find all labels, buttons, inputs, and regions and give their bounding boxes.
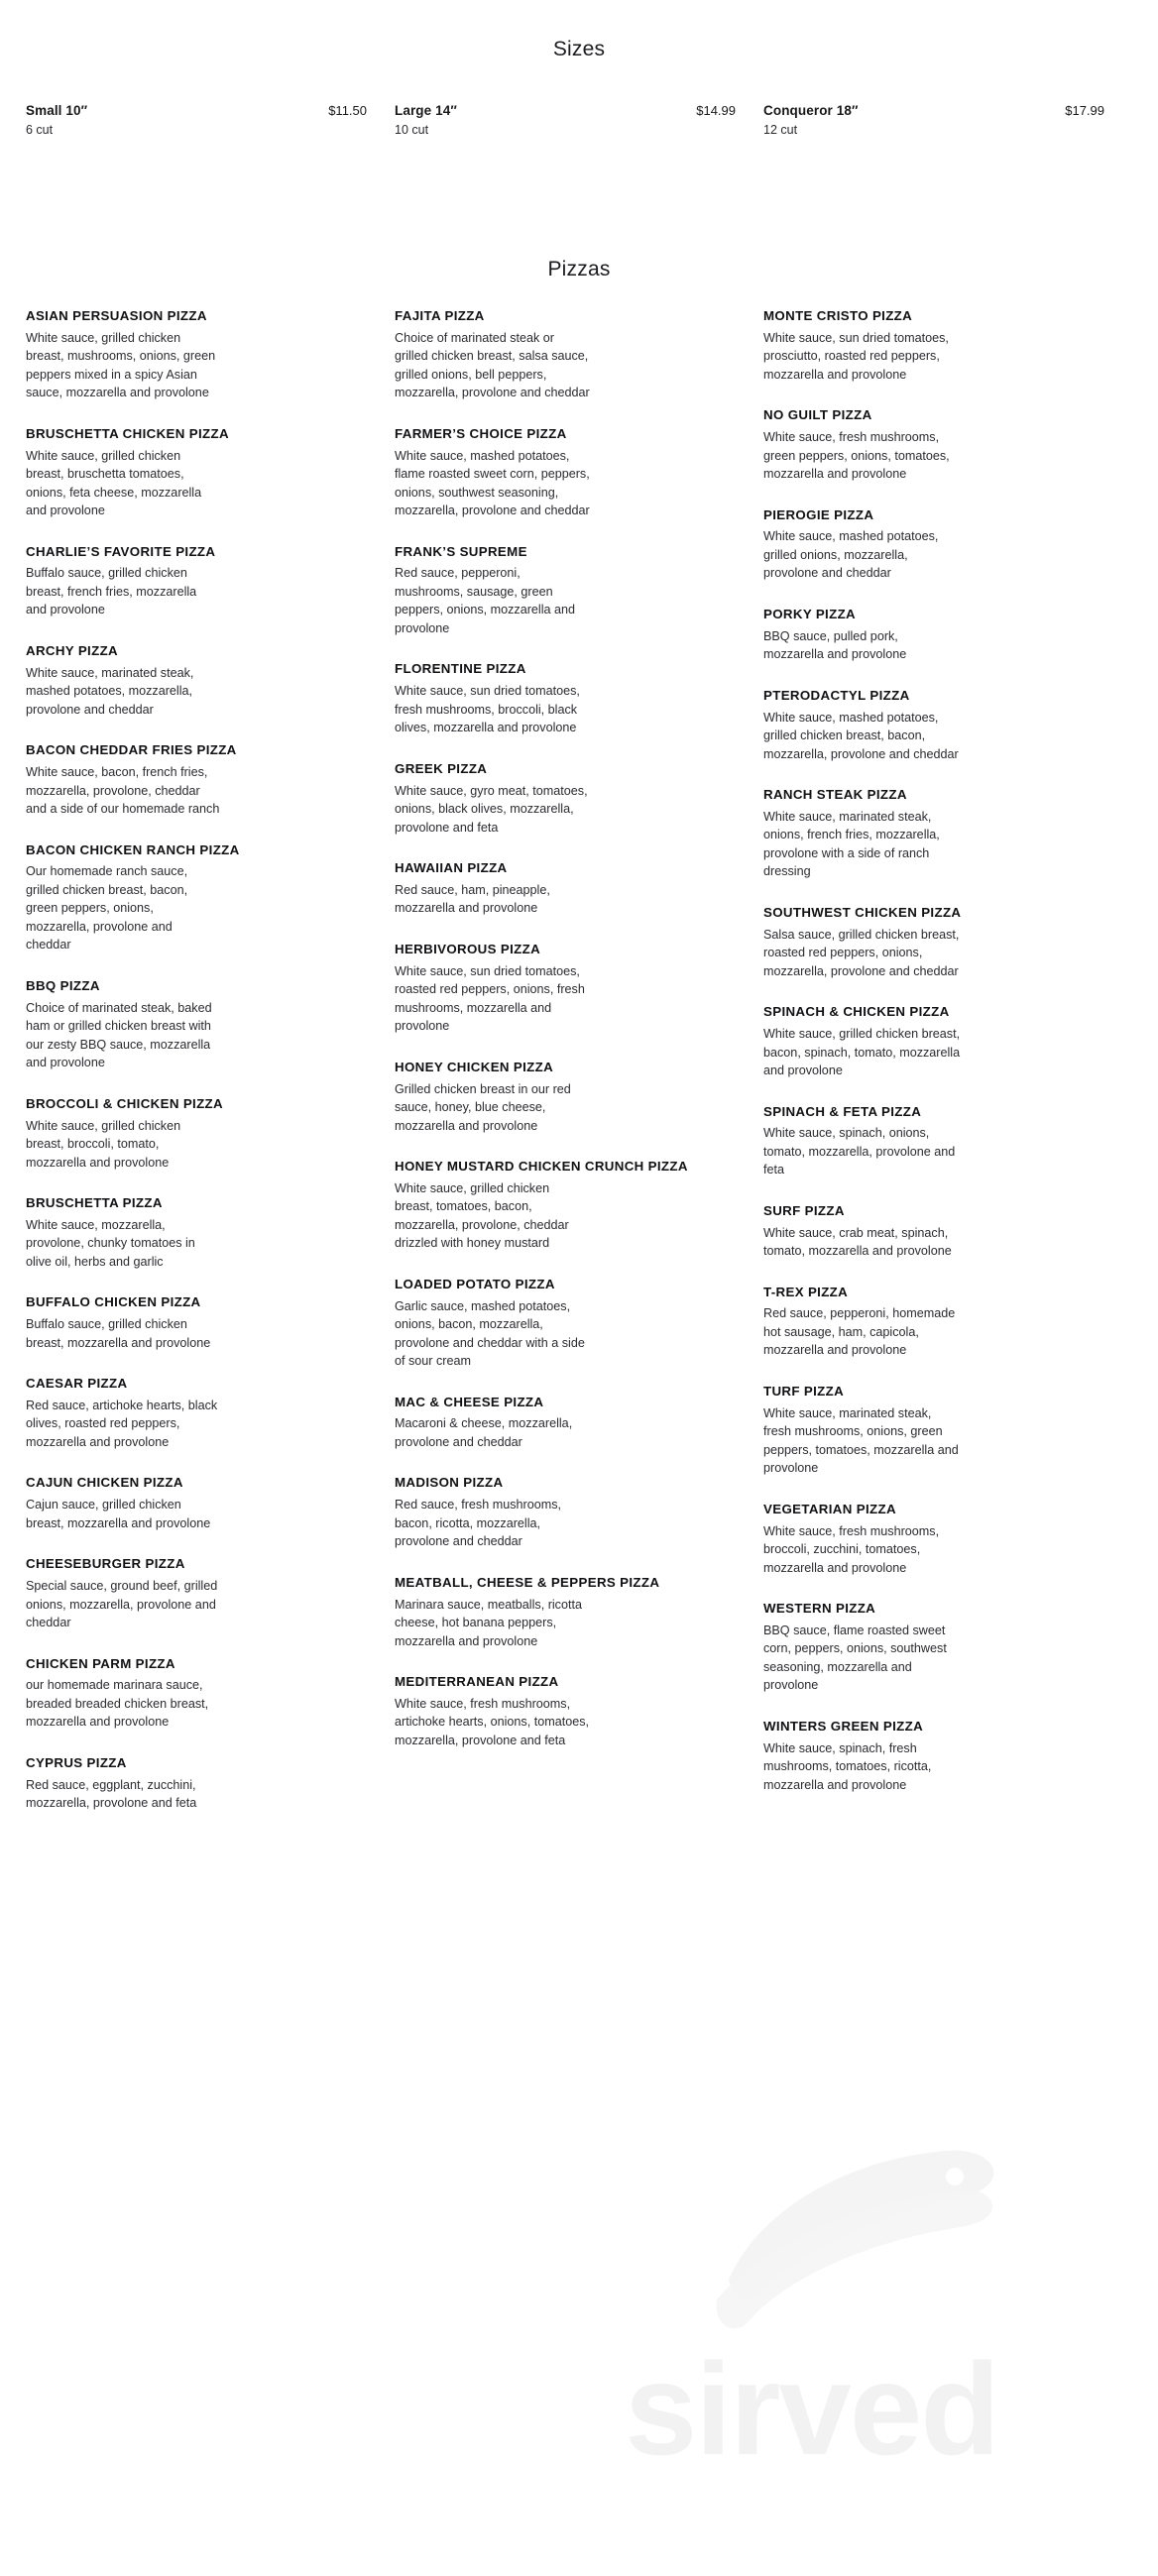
pizza-name: HONEY CHICKEN PIZZA [395, 1059, 554, 1074]
pizza-name: SPINACH & CHICKEN PIZZA [763, 1004, 950, 1020]
pizza-item [26, 1194, 365, 1271]
pizza-name: BACON CHEDDAR FRIES PIZZA [26, 742, 237, 758]
pizza-name: ASIAN PERSUASION PIZZA [26, 308, 207, 323]
pizza-name: FARMER’S CHOICE PIZZA [395, 425, 567, 441]
pizza-item [395, 1158, 734, 1253]
pizza-description: Red sauce, ham, pineapple, mozzarella and provolone [395, 882, 550, 916]
pizza-item [395, 425, 734, 520]
pizza-name: WESTERN PIZZA [763, 1601, 876, 1617]
pizza-name: PIEROGIE PIZZA [763, 506, 874, 522]
pizza-name: CAJUN CHICKEN PIZZA [26, 1475, 183, 1491]
pizza-column-2 [395, 307, 763, 1772]
pizza-name: ARCHY PIZZA [26, 642, 118, 658]
pizza-name: CHICKEN PARM PIZZA [26, 1655, 175, 1671]
pizza-item [26, 1655, 365, 1732]
pizza-name: WINTERS GREEN PIZZA [763, 1718, 924, 1734]
size-name: Large 14″ [395, 103, 457, 118]
pizza-name: RANCH STEAK PIZZA [763, 787, 907, 803]
pizza-description: White sauce, grilled chicken breast, mushrooms, onions, green peppers mixed in a spicy Asian sauce, mozzarella and provolone [26, 330, 216, 400]
size-item [395, 103, 763, 137]
pizza-item [26, 841, 365, 954]
size-description: 12 cut [763, 123, 798, 137]
pizza-name: CAESAR PIZZA [26, 1376, 128, 1392]
size-description: 6 cut [26, 123, 54, 137]
pizza-item [763, 506, 1102, 583]
size-price: $17.99 [1065, 103, 1104, 118]
pizza-name: BRUSCHETTA PIZZA [26, 1195, 163, 1210]
pizza-item [763, 904, 1102, 980]
pizza-item [395, 660, 734, 736]
pizza-name: FLORENTINE PIZZA [395, 661, 526, 677]
pizza-name: SOUTHWEST CHICKEN PIZZA [763, 904, 962, 920]
pizza-description: Red sauce, pepperoni, mushrooms, sausage, green peppers, onions, mozzarella and provolone [395, 566, 576, 635]
size-header-row [395, 103, 736, 118]
pizza-description: White sauce, mashed potatoes, grilled chicken breast, bacon, mozzarella, provolone and cheddar [763, 710, 959, 761]
pizza-name: SPINACH & FETA PIZZA [763, 1103, 922, 1119]
pizza-description: Red sauce, fresh mushrooms, bacon, ricotta, mozzarella, provolone and cheddar [395, 1498, 561, 1549]
pizza-item [395, 307, 734, 402]
pizza-item [395, 941, 734, 1036]
pizza-item [763, 606, 1102, 664]
pizza-description: Choice of marinated steak or grilled chicken breast, salsa sauce, grilled onions, bell peppers, mozzarella, provolone and cheddar [395, 330, 590, 400]
pizza-description: Special sauce, ground beef, grilled onions, mozzarella, provolone and cheddar [26, 1579, 218, 1630]
pizza-description: White sauce, spinach, onions, tomato, mozzarella, provolone and feta [763, 1126, 956, 1177]
pizza-column-1 [26, 307, 395, 1836]
pizza-item [763, 1003, 1102, 1079]
fork-spoon-logo-icon [699, 2141, 1026, 2369]
pizza-description: White sauce, marinated steak, fresh mushrooms, onions, green peppers, tomatoes, mozzarella and provolone [763, 1405, 959, 1476]
pizza-description: White sauce, sun dried tomatoes, roasted red peppers, onions, fresh mushrooms, mozzarella and provolone [395, 963, 585, 1034]
pizza-item [395, 1474, 734, 1550]
pizza-item [26, 307, 365, 402]
pizza-name: MEDITERRANEAN PIZZA [395, 1674, 559, 1690]
pizza-description: White sauce, sun dried tomatoes, prosciutto, roasted red peppers, mozzarella and provolone [763, 330, 949, 382]
sirved-watermark [625, 2141, 1140, 2557]
size-header-row [26, 103, 367, 118]
size-header-row [763, 103, 1104, 118]
pizza-name: MONTE CRISTO PIZZA [763, 308, 913, 323]
pizza-name: MADISON PIZZA [395, 1475, 504, 1491]
pizza-description: White sauce, marinated steak, onions, french fries, mozzarella, provolone with a side of ranch dressing [763, 809, 940, 879]
pizza-name: BROCCOLI & CHICKEN PIZZA [26, 1095, 223, 1111]
size-item [26, 103, 395, 137]
pizza-description: White sauce, grilled chicken breast, broccoli, tomato, mozzarella and provolone [26, 1118, 181, 1170]
sizes-section-title: Sizes [552, 38, 606, 60]
pizza-name: BUFFALO CHICKEN PIZZA [26, 1294, 201, 1310]
pizza-description: White sauce, grilled chicken breast, tomatoes, bacon, mozzarella, provolone, cheddar drizzled with honey mustard [395, 1180, 569, 1251]
pizza-name: SURF PIZZA [763, 1202, 845, 1218]
pizza-description: Cajun sauce, grilled chicken breast, mozzarella and provolone [26, 1498, 211, 1530]
pizza-item [26, 425, 365, 520]
pizza-name: T-REX PIZZA [763, 1284, 849, 1299]
pizza-item [763, 786, 1102, 881]
pizza-name: MAC & CHEESE PIZZA [395, 1394, 544, 1409]
pizza-item [26, 1375, 365, 1451]
size-name: Conqueror 18″ [763, 103, 859, 118]
pizza-description: Buffalo sauce, grilled chicken breast, mozzarella and provolone [26, 1317, 211, 1350]
pizza-description: White sauce, mashed potatoes, grilled onions, mozzarella, provolone and cheddar [763, 529, 939, 581]
pizza-item [395, 1394, 734, 1452]
pizza-description: Red sauce, pepperoni, homemade hot sausage, ham, capicola, mozzarella and provolone [763, 1306, 956, 1358]
pizza-name: HERBIVOROUS PIZZA [395, 941, 541, 956]
pizza-description: White sauce, sun dried tomatoes, fresh mushrooms, broccoli, black olives, mozzarella and provolone [395, 684, 580, 735]
pizza-description: White sauce, grilled chicken breast, bruschetta tomatoes, onions, feta cheese, mozzarella and provolone [26, 448, 202, 518]
pizza-item [763, 307, 1102, 384]
pizza-name: GREEK PIZZA [395, 760, 488, 776]
pizzas-list [0, 281, 1158, 1875]
pizza-description: White sauce, mozzarella, provolone, chunky tomatoes in olive oil, herbs and garlic [26, 1217, 195, 1269]
pizza-item [763, 1284, 1102, 1360]
pizza-name: BACON CHICKEN RANCH PIZZA [26, 841, 240, 857]
pizza-name: TURF PIZZA [763, 1383, 845, 1399]
pizza-description: Our homemade ranch sauce, grilled chicken breast, bacon, green peppers, onions, mozzarella, provolone and cheddar [26, 864, 188, 952]
pizza-name: MEATBALL, CHEESE & PEPPERS PIZZA [395, 1574, 660, 1590]
size-description: 10 cut [395, 123, 429, 137]
pizza-name: PORKY PIZZA [763, 606, 856, 621]
pizza-name: BRUSCHETTA CHICKEN PIZZA [26, 425, 229, 441]
pizza-description: our homemade marinara sauce, breaded breaded chicken breast, mozzarella and provolone [26, 1678, 209, 1730]
pizza-item [763, 406, 1102, 483]
pizza-item [26, 642, 365, 719]
pizza-column-3 [763, 307, 1132, 1817]
pizza-item [763, 1383, 1102, 1478]
pizza-name: FAJITA PIZZA [395, 308, 485, 323]
pizza-name: CYPRUS PIZZA [26, 1754, 127, 1770]
pizza-name: HONEY MUSTARD CHICKEN CRUNCH PIZZA [395, 1159, 688, 1174]
pizzas-section-title: Pizzas [547, 258, 611, 280]
pizza-description: Macaroni & cheese, mozzarella, provolone and cheddar [395, 1416, 573, 1449]
pizza-description: Red sauce, artichoke hearts, black olives, roasted red peppers, mozzarella and provolone [26, 1398, 218, 1449]
pizza-item [763, 1501, 1102, 1577]
pizza-item [26, 1555, 365, 1631]
pizza-description: Buffalo sauce, grilled chicken breast, french fries, mozzarella and provolone [26, 566, 197, 617]
pizza-name: LOADED POTATO PIZZA [395, 1276, 555, 1291]
pizza-item [395, 543, 734, 638]
pizza-description: White sauce, crab meat, spinach, tomato, mozzarella and provolone [763, 1225, 952, 1259]
pizza-item [763, 1718, 1102, 1794]
pizza-item [26, 977, 365, 1072]
pizza-description: Grilled chicken breast in our red sauce, honey, blue cheese, mozzarella and provolone [395, 1081, 571, 1133]
pizza-description: White sauce, fresh mushrooms, broccoli, zucchini, tomatoes, mozzarella and provolone [763, 1523, 940, 1575]
pizza-item [763, 1600, 1102, 1695]
pizza-name: BBQ PIZZA [26, 977, 100, 993]
pizza-name: NO GUILT PIZZA [763, 407, 872, 423]
pizza-description: White sauce, spinach, fresh mushrooms, tomatoes, ricotta, mozzarella and provolone [763, 1740, 932, 1792]
size-price: $11.50 [328, 103, 367, 118]
size-name: Small 10″ [26, 103, 88, 118]
pizza-item [26, 741, 365, 818]
pizza-item [395, 1276, 734, 1371]
pizza-description: White sauce, mashed potatoes, flame roasted sweet corn, peppers, onions, southwest seasoning, mozzarella, provolone and cheddar [395, 448, 590, 518]
pizza-name: PTERODACTYL PIZZA [763, 687, 910, 703]
pizza-description: Marinara sauce, meatballs, ricotta cheese, hot banana peppers, mozzarella and provolone [395, 1597, 582, 1648]
pizza-description: Choice of marinated steak, baked ham or grilled chicken breast with our zesty BBQ sauce, mozzarella and provolone [26, 1000, 212, 1070]
pizza-item [395, 1059, 734, 1135]
pizza-item [763, 1202, 1102, 1261]
pizza-description: White sauce, bacon, french fries, mozzarella, provolone, cheddar and a side of our homemade ranch [26, 765, 220, 817]
pizza-item [26, 1095, 365, 1172]
pizza-name: VEGETARIAN PIZZA [763, 1501, 896, 1516]
pizza-name: HAWAIIAN PIZZA [395, 860, 508, 876]
pizza-item [395, 1574, 734, 1650]
pizza-item [395, 859, 734, 918]
size-price: $14.99 [696, 103, 736, 118]
pizza-item [26, 1754, 365, 1813]
pizza-description: White sauce, fresh mushrooms, artichoke hearts, onions, tomatoes, mozzarella, provolone and feta [395, 1696, 590, 1747]
pizza-name: CHARLIE’S FAVORITE PIZZA [26, 543, 216, 559]
size-item [763, 103, 1132, 137]
watermark-text: sirved [625, 2336, 998, 2482]
pizza-description: White sauce, fresh mushrooms, green peppers, onions, tomatoes, mozzarella and provolone [763, 430, 950, 482]
pizza-name: CHEESEBURGER PIZZA [26, 1556, 185, 1572]
pizza-description: BBQ sauce, pulled pork, mozzarella and provolone [763, 628, 907, 662]
pizza-item [26, 543, 365, 619]
pizza-item [763, 1103, 1102, 1179]
pizza-item [395, 760, 734, 837]
pizza-item [395, 1673, 734, 1749]
pizza-description: BBQ sauce, flame roasted sweet corn, peppers, onions, southwest seasoning, mozzarella and provolone [763, 1623, 947, 1693]
pizza-description: Garlic sauce, mashed potatoes, onions, bacon, mozzarella, provolone and cheddar with a side of sour cream [395, 1298, 585, 1369]
pizza-item [26, 1293, 365, 1352]
sizes-list [0, 61, 1158, 137]
pizza-description: Salsa sauce, grilled chicken breast, roasted red peppers, onions, mozzarella, provolone and cheddar [763, 927, 960, 978]
pizza-item [26, 1474, 365, 1532]
pizza-description: White sauce, grilled chicken breast, bacon, spinach, tomato, mozzarella and provolone [763, 1027, 961, 1077]
pizza-description: White sauce, marinated steak, mashed potatoes, mozzarella, provolone and cheddar [26, 665, 194, 717]
pizza-description: White sauce, gyro meat, tomatoes, onions, black olives, mozzarella, provolone and feta [395, 783, 588, 835]
pizza-item [763, 687, 1102, 763]
pizza-name: FRANK’S SUPREME [395, 543, 527, 559]
pizza-description: Red sauce, eggplant, zucchini, mozzarella, provolone and feta [26, 1777, 197, 1811]
